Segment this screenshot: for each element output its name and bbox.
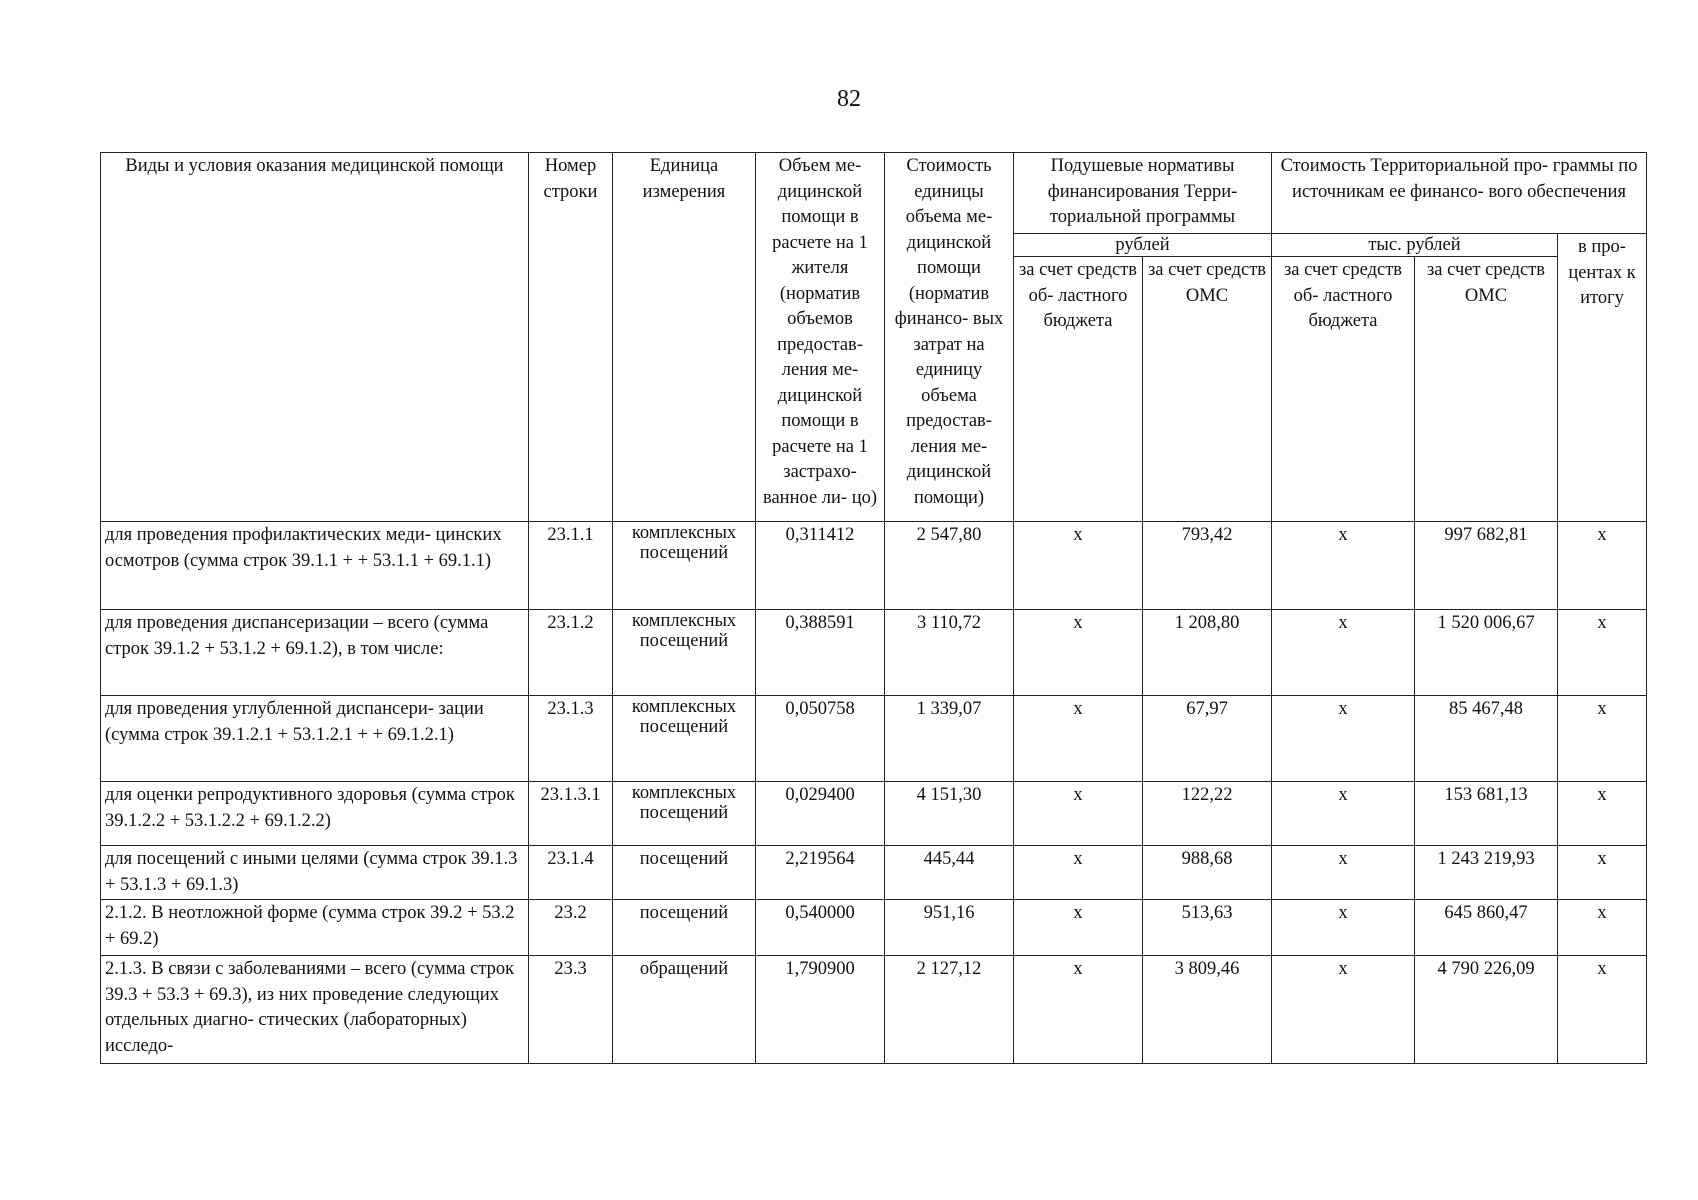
- table-row: [101, 610, 1647, 696]
- header-row-number: Номер строки: [529, 153, 613, 522]
- row-percent: х: [1558, 956, 1647, 1064]
- row-number: 23.1.1: [529, 522, 613, 610]
- header-unit: Единица измерения: [613, 153, 756, 522]
- row-total-oms: 85 467,48: [1415, 696, 1558, 782]
- header-volume: Объем ме- дицинской помощи в расчете на 1 жителя (норматив объемов предостав- ления ме- дицинской помощи в расчете на 1 застрахо- ванное ли- цо): [756, 153, 885, 522]
- table-row: [101, 846, 1647, 900]
- row-pc-oms: 3 809,46: [1143, 956, 1272, 1064]
- row-total-budget: х: [1272, 782, 1415, 846]
- row-percent: х: [1558, 900, 1647, 956]
- row-name: 2.1.2. В неотложной форме (сумма строк 39.2 + 53.2 + 69.2): [101, 900, 529, 956]
- row-volume: 0,029400: [756, 782, 885, 846]
- row-name: 2.1.3. В связи с заболеваниями – всего (сумма строк 39.3 + 53.3 + 69.3), из них проведение следующих отдельных диагно- стических (лабораторных) исследо-: [101, 956, 529, 1064]
- row-total-oms: 1 520 006,67: [1415, 610, 1558, 696]
- row-cost: 4 151,30: [885, 782, 1014, 846]
- row-volume: 0,540000: [756, 900, 885, 956]
- financing-table: [100, 152, 1647, 1064]
- row-pc-budget: х: [1014, 956, 1143, 1064]
- row-cost: 951,16: [885, 900, 1014, 956]
- row-name: для проведения профилактических меди- цинских осмотров (сумма строк 39.1.1 + + 53.1.1 + 69.1.1): [101, 522, 529, 610]
- row-total-oms: 4 790 226,09: [1415, 956, 1558, 1064]
- row-name: для проведения углубленной диспансери- зации (сумма строк 39.1.2.1 + 53.1.2.1 + + 69.1.2.1): [101, 696, 529, 782]
- row-number: 23.1.4: [529, 846, 613, 900]
- row-name: для посещений с иными целями (сумма строк 39.1.3 + 53.1.3 + 69.1.3): [101, 846, 529, 900]
- row-unit: комплексных посещений: [613, 522, 756, 610]
- row-number: 23.1.3: [529, 696, 613, 782]
- row-name: для проведения диспансеризации – всего (сумма строк 39.1.2 + 53.1.2 + 69.1.2), в том числе:: [101, 610, 529, 696]
- row-pc-oms: 793,42: [1143, 522, 1272, 610]
- row-name: для оценки репродуктивного здоровья (сумма строк 39.1.2.2 + 53.1.2.2 + 69.1.2.2): [101, 782, 529, 846]
- row-total-budget: х: [1272, 522, 1415, 610]
- row-pc-budget: х: [1014, 696, 1143, 782]
- row-pc-oms: 67,97: [1143, 696, 1272, 782]
- row-total-oms: 997 682,81: [1415, 522, 1558, 610]
- table-row: [101, 522, 1647, 610]
- row-cost: 445,44: [885, 846, 1014, 900]
- row-total-oms: 645 860,47: [1415, 900, 1558, 956]
- row-pc-oms: 988,68: [1143, 846, 1272, 900]
- row-volume: 0,311412: [756, 522, 885, 610]
- row-percent: х: [1558, 610, 1647, 696]
- row-pc-oms: 122,22: [1143, 782, 1272, 846]
- header-percent: в про- центах к итогу: [1558, 234, 1647, 522]
- row-pc-budget: х: [1014, 900, 1143, 956]
- header-cost-group: Стоимость Территориальной про- граммы по источникам ее финансо- вого обеспечения: [1272, 153, 1647, 234]
- row-number: 23.1.3.1: [529, 782, 613, 846]
- table-row: [101, 696, 1647, 782]
- row-pc-oms: 1 208,80: [1143, 610, 1272, 696]
- row-total-budget: х: [1272, 696, 1415, 782]
- row-volume: 0,388591: [756, 610, 885, 696]
- header-unit-thous-rub: тыс. рублей: [1272, 234, 1558, 257]
- row-total-budget: х: [1272, 846, 1415, 900]
- header-pc-oms: за счет средств ОМС: [1143, 257, 1272, 522]
- row-cost: 1 339,07: [885, 696, 1014, 782]
- row-pc-budget: х: [1014, 522, 1143, 610]
- row-total-budget: х: [1272, 610, 1415, 696]
- row-percent: х: [1558, 696, 1647, 782]
- header-row-1: [101, 153, 1647, 234]
- row-pc-oms: 513,63: [1143, 900, 1272, 956]
- header-total-budget: за счет средств об- ластного бюджета: [1272, 257, 1415, 522]
- row-cost: 2 547,80: [885, 522, 1014, 610]
- row-cost: 2 127,12: [885, 956, 1014, 1064]
- header-per-capita-group: Подушевые нормативы финансирования Терри- ториальной программы: [1014, 153, 1272, 234]
- row-percent: х: [1558, 846, 1647, 900]
- table-row: [101, 900, 1647, 956]
- row-volume: 1,790900: [756, 956, 885, 1064]
- row-unit: посещений: [613, 846, 756, 900]
- row-unit: комплексных посещений: [613, 610, 756, 696]
- row-unit: комплексных посещений: [613, 696, 756, 782]
- page-number: 82: [837, 86, 861, 112]
- header-unit-rub: рублей: [1014, 234, 1272, 257]
- row-number: 23.2: [529, 900, 613, 956]
- row-percent: х: [1558, 522, 1647, 610]
- row-total-budget: х: [1272, 956, 1415, 1064]
- table-row: [101, 956, 1647, 1064]
- row-unit: комплексных посещений: [613, 782, 756, 846]
- row-total-oms: 153 681,13: [1415, 782, 1558, 846]
- row-unit: посещений: [613, 900, 756, 956]
- row-total-oms: 1 243 219,93: [1415, 846, 1558, 900]
- header-total-oms: за счет средств ОМС: [1415, 257, 1558, 522]
- row-pc-budget: х: [1014, 782, 1143, 846]
- table-row: [101, 782, 1647, 846]
- row-volume: 2,219564: [756, 846, 885, 900]
- header-types: Виды и условия оказания медицинской помощи: [101, 153, 529, 522]
- row-total-budget: х: [1272, 900, 1415, 956]
- row-unit: обращений: [613, 956, 756, 1064]
- row-pc-budget: х: [1014, 610, 1143, 696]
- header-pc-budget: за счет средств об- ластного бюджета: [1014, 257, 1143, 522]
- row-pc-budget: х: [1014, 846, 1143, 900]
- row-number: 23.1.2: [529, 610, 613, 696]
- row-cost: 3 110,72: [885, 610, 1014, 696]
- row-percent: х: [1558, 782, 1647, 846]
- header-unit-cost: Стоимость единицы объема ме- дицинской помощи (норматив финансо- вых затрат на единицу объема предостав- ления ме- дицинской помощи): [885, 153, 1014, 522]
- row-volume: 0,050758: [756, 696, 885, 782]
- row-number: 23.3: [529, 956, 613, 1064]
